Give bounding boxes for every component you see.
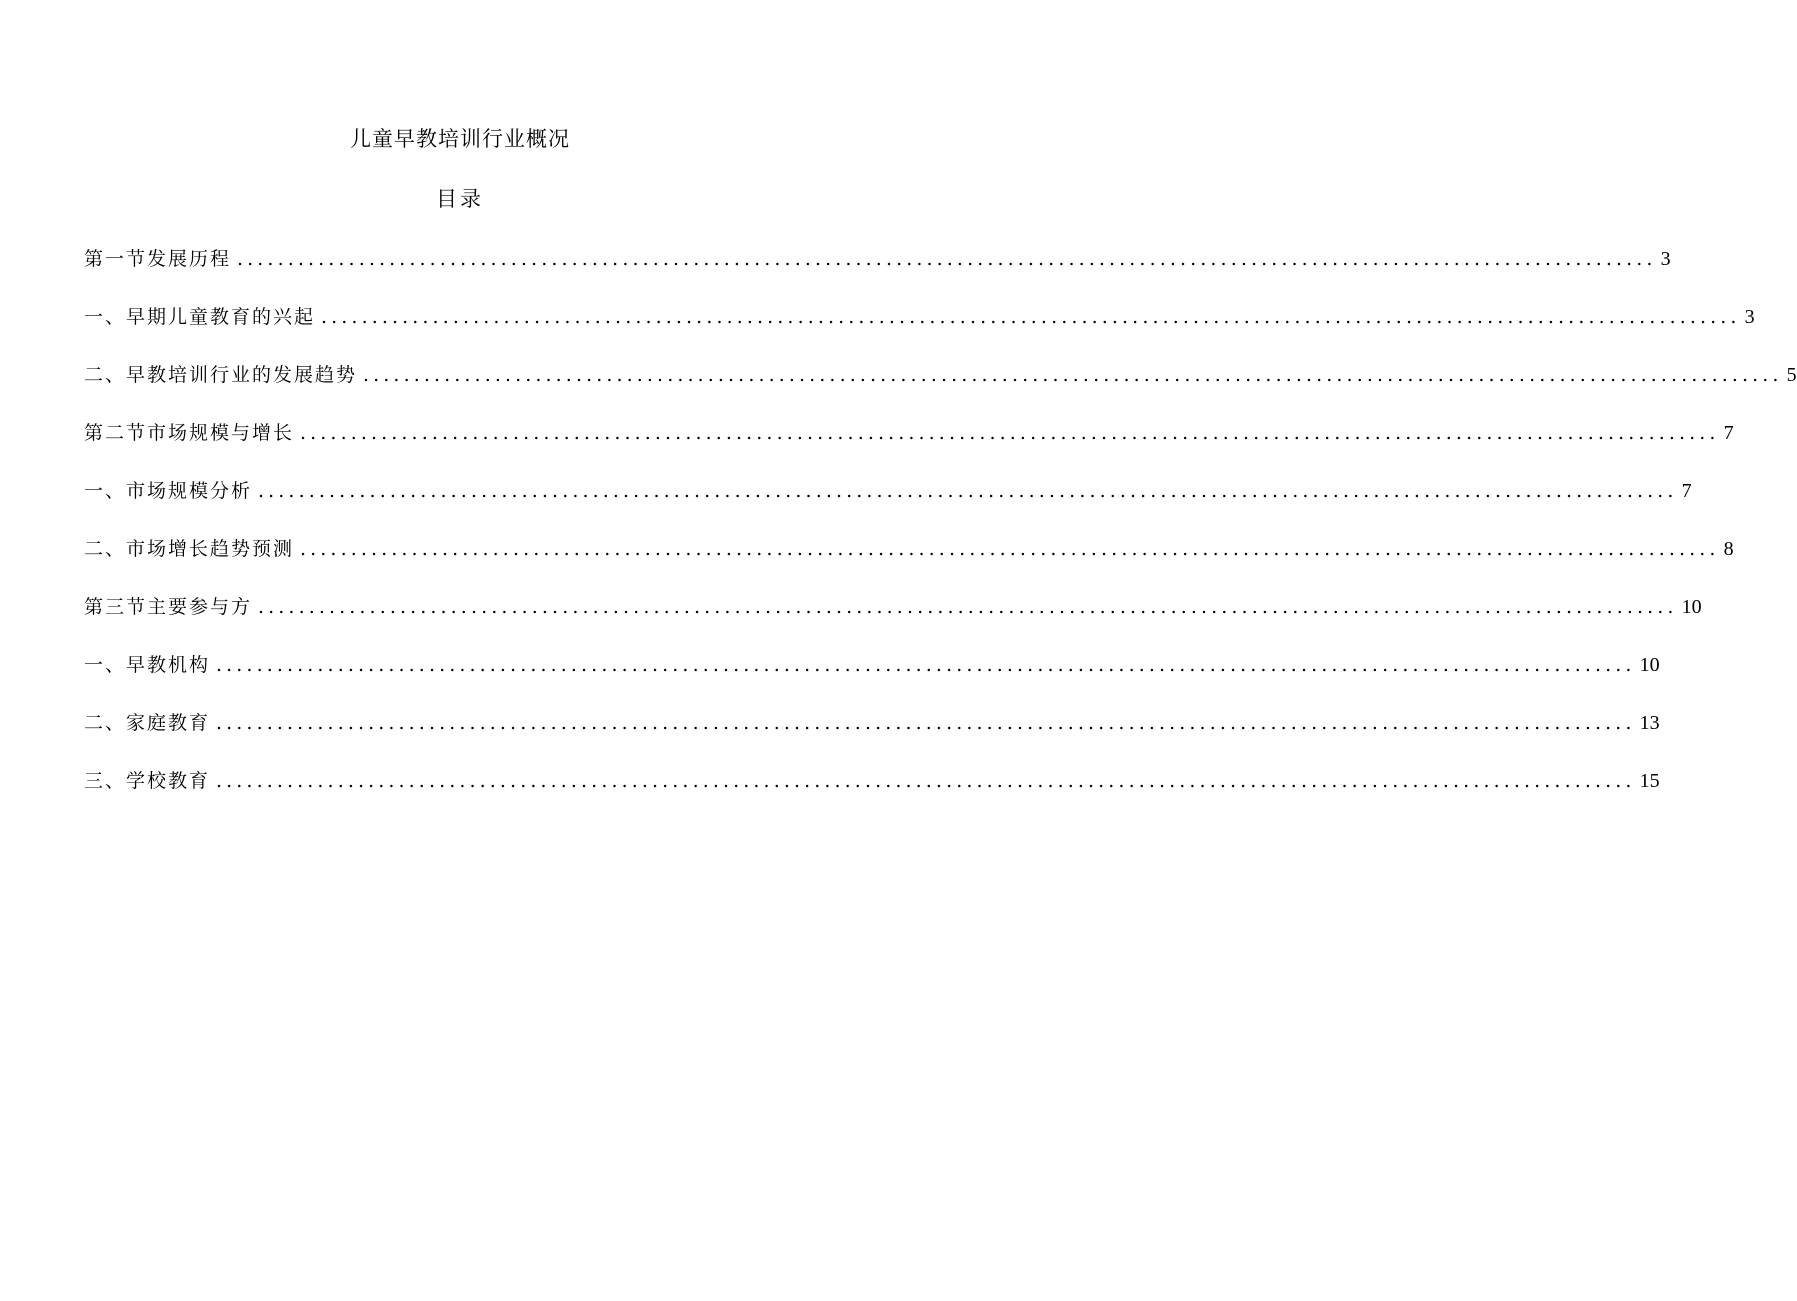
toc-entry-section-2[interactable] <box>84 418 1734 476</box>
toc-dot-leader: ............................................................................................................................................ <box>363 364 1783 386</box>
toc-page-number: 3 <box>1660 248 1671 270</box>
toc-page-number: 3 <box>1744 306 1755 328</box>
toc-entry-title: 第一节发展历程 <box>84 248 232 270</box>
toc-dot-leader: ............................................................................................................................................ <box>216 712 1636 734</box>
toc-page-number: 15 <box>1639 770 1660 792</box>
toc-entry-title: 一、市场规模分析 <box>84 480 253 502</box>
toc-dot-leader: ............................................................................................................................................ <box>216 770 1636 792</box>
toc-dot-leader: ............................................................................................................................................ <box>237 248 1657 270</box>
toc-page-number: 7 <box>1681 480 1692 502</box>
toc-entry-title: 一、早教机构 <box>84 654 211 676</box>
toc-entry-section-1[interactable] <box>84 244 1671 302</box>
toc-dot-leader: ............................................................................................................................................ <box>258 480 1678 502</box>
toc-dot-leader: ............................................................................................................................................ <box>321 306 1741 328</box>
toc-entry-1-1[interactable] <box>84 302 1755 360</box>
toc-page-number: 10 <box>1639 654 1660 676</box>
toc-dot-leader: ............................................................................................................................................ <box>216 654 1636 676</box>
toc-entry-3-1[interactable] <box>84 650 1660 708</box>
toc-heading: 目录 <box>436 187 484 211</box>
toc-page-number: 10 <box>1681 596 1702 618</box>
toc-dot-leader: ............................................................................................................................................ <box>300 422 1720 444</box>
toc-entry-title: 二、市场增长趋势预测 <box>84 538 295 560</box>
toc-entry-3-3[interactable] <box>84 766 1660 824</box>
toc-entry-title: 第二节市场规模与增长 <box>84 422 295 444</box>
toc-page-number: 8 <box>1723 538 1734 560</box>
toc-page-number: 13 <box>1639 712 1660 734</box>
document-title: 儿童早教培训行业概况 <box>350 127 570 151</box>
toc-entry-2-2[interactable] <box>84 534 1734 592</box>
toc-entry-title: 三、学校教育 <box>84 770 211 792</box>
toc-page-number: 5 <box>1786 364 1797 386</box>
table-of-contents <box>84 244 1797 824</box>
toc-dot-leader: ............................................................................................................................................ <box>258 596 1678 618</box>
toc-entry-title: 二、家庭教育 <box>84 712 211 734</box>
toc-entry-section-3[interactable] <box>84 592 1702 650</box>
toc-entry-3-2[interactable] <box>84 708 1660 766</box>
toc-dot-leader: ............................................................................................................................................ <box>300 538 1720 560</box>
toc-entry-1-2[interactable] <box>84 360 1797 418</box>
toc-entry-title: 第三节主要参与方 <box>84 596 253 618</box>
toc-page-number: 7 <box>1723 422 1734 444</box>
toc-entry-title: 一、早期儿童教育的兴起 <box>84 306 316 328</box>
toc-entry-title: 二、早教培训行业的发展趋势 <box>84 364 358 386</box>
toc-entry-2-1[interactable] <box>84 476 1692 534</box>
